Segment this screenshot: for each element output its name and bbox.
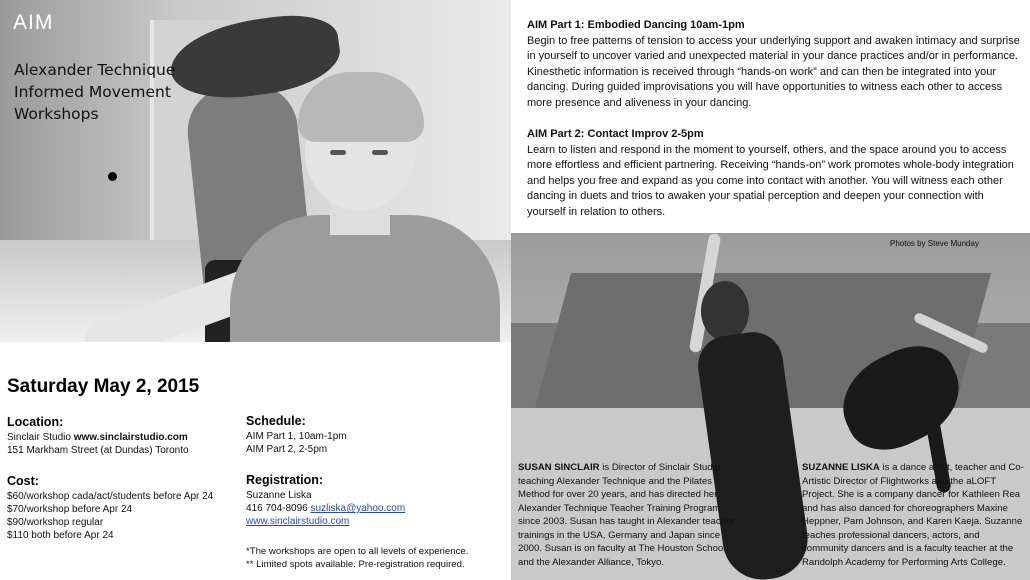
bio-susan xyxy=(518,461,740,569)
part1-section xyxy=(527,18,1025,112)
registration-name: Suzanne Liska xyxy=(246,490,312,501)
location-block xyxy=(7,415,237,457)
registration-block xyxy=(246,473,486,528)
hero-subtitle-line: Informed Movement xyxy=(14,83,171,101)
registration-website-row xyxy=(246,515,486,528)
schedule-heading: Schedule: xyxy=(246,414,306,428)
bio-suzanne-text: is a dance artist, teacher and Co-Artistic Director of Flightworks and the aLOFT Project. She is a company dancer for Kathleen Rea and has also danced for choreographers Maxine Heppner, Pam Johnson, and Karen Kaeja. Suzanne teaches professional dancers, actors, and community dancers and is a faculty teacher at the Randolph Academy for Performing Arts College. xyxy=(802,462,1024,568)
hero-photo xyxy=(0,0,511,342)
cost-block xyxy=(7,474,237,542)
part2-section xyxy=(527,127,1025,221)
eye-right xyxy=(372,150,388,155)
part2-heading: AIM Part 2: Contact Improv 2-5pm xyxy=(527,128,704,140)
registration-contact xyxy=(246,502,486,515)
bio-suzanne xyxy=(802,461,1024,569)
bio-susan-name: SUSAN SINCLAIR xyxy=(518,462,600,473)
event-date: Saturday May 2, 2015 xyxy=(7,376,200,397)
hero-subtitle-line: Workshops xyxy=(14,105,99,123)
bullet-dot xyxy=(108,172,117,181)
hero-title: AIM xyxy=(13,11,54,34)
bio-susan-text: is Director of Sinclair Studio teaching Alexander Technique and the Pilates Method for over 20 years, and has directed her Alexander Technique Teacher Training Program since 2003. Susan has taught in Alexander teacher trainings in the USA, Germany and Japan since 2000. Susan is on faculty at The Houston School and the Alexander Alliance, Tokyo. xyxy=(518,462,735,568)
website-link[interactable]: www.sinclairstudio.com xyxy=(246,516,350,527)
bio-suzanne-name: SUZANNE LISKA xyxy=(802,462,880,473)
schedule-line: AIM Part 1, 10am-1pm xyxy=(246,431,347,442)
hero-subtitle xyxy=(14,59,234,125)
location-studio xyxy=(7,431,237,444)
cost-line: $110 both before Apr 24 xyxy=(7,530,114,541)
part2-body: Learn to listen and respond in the moment to yourself, others, and the space around you to access more effortless and efficient partnering. Receiving “hands-on” work promotes whole-body integration and helps you free and expand as you come into contact with another. You will witness each other dancing in duets and trios to awaken your spatial perception and deepen your connection with yourself in relation to others. xyxy=(527,143,1014,218)
part1-body: Begin to free patterns of tension to access your underlying support and awaken intimacy and surprise in yourself to uncover varied and unexpected material in your dance practices and/or in performance. Kinesthetic information is received through “hands-on work” and can then be integrated into your dancing. During guided improvisations you will have opportunities to witness each other to access more presence and aliveness in your dancing. xyxy=(527,34,1020,109)
eye-left xyxy=(330,150,346,155)
cost-line: $70/workshop before Apr 24 xyxy=(7,504,133,515)
schedule-line: AIM Part 2, 2-5pm xyxy=(246,444,328,455)
email-link[interactable]: suzliska@yahoo.com xyxy=(310,503,406,514)
note-line: *The workshops are open to all levels of experience. xyxy=(246,546,469,557)
part1-heading: AIM Part 1: Embodied Dancing 10am-1pm xyxy=(527,19,745,31)
cost-line: $90/workshop regular xyxy=(7,517,104,528)
location-heading: Location: xyxy=(7,415,64,429)
cost-heading: Cost: xyxy=(7,474,39,488)
notes-block xyxy=(246,545,506,571)
dancer1-head xyxy=(701,281,749,341)
studio-name: Sinclair Studio xyxy=(7,432,71,443)
note-line: ** Limited spots available. Pre-registration required. xyxy=(246,559,465,570)
studio-site: www.sinclairstudio.com xyxy=(73,432,188,443)
registration-phone: 416 704-8096 xyxy=(246,503,308,514)
location-address: 151 Markham Street (at Dundas) Toronto xyxy=(7,445,189,456)
photo-credit: Photos by Steve Munday xyxy=(890,239,979,248)
hero-subtitle-line: Alexander Technique xyxy=(14,61,176,79)
registration-heading: Registration: xyxy=(246,473,324,487)
schedule-block xyxy=(246,414,446,456)
cost-line: $60/workshop cada/act/students before Apr 24 xyxy=(7,491,214,502)
